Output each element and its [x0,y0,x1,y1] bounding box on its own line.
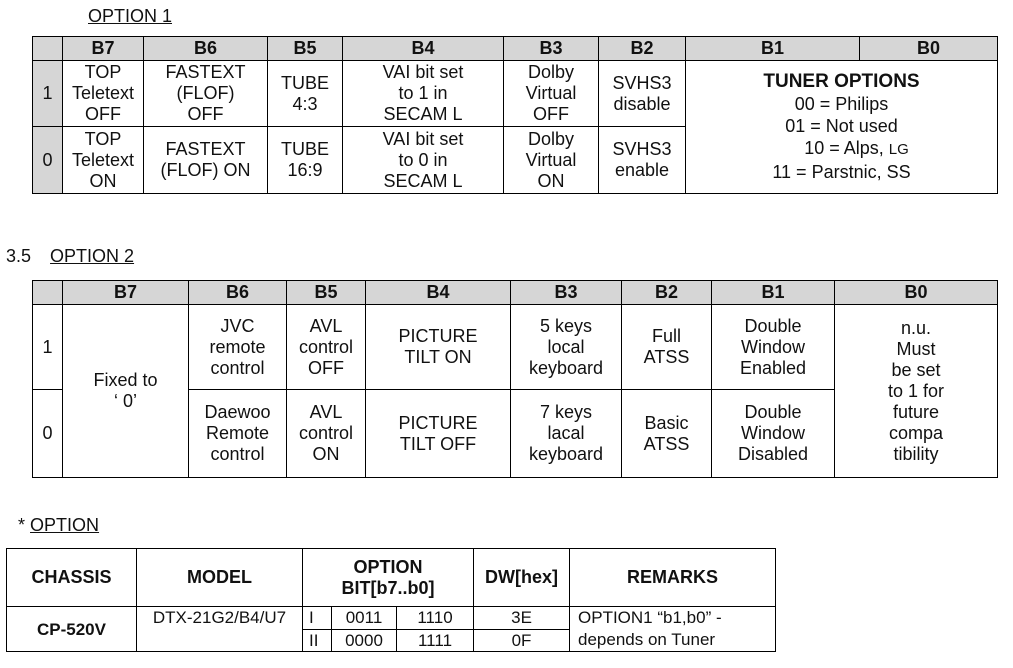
header-b7: B7 [63,281,189,305]
header-b2: B2 [622,281,712,305]
cell-b4: PICTURE TILT ON [366,305,511,390]
header-b4: B4 [366,281,511,305]
cell-b2: SVHS3 disable [599,61,686,127]
dw-value: 0F [474,629,570,652]
chassis-option-table [6,548,776,652]
header-b4: B4 [343,37,504,61]
cell-b0-merged: n.u. Must be set to 1 for future compa tibility [835,305,998,478]
header-chassis: CHASSIS [7,549,137,607]
cell-b5: AVL control OFF [287,305,366,390]
model-value: DTX-21G2/B4/U7 [137,607,303,652]
option3-heading: * OPTION [18,515,100,535]
dw-value: 3E [474,607,570,630]
tuner-options-cell: TUNER OPTIONS 00 = Philips 01 = Not used 10 = Alps, LG 11 = Parstnic, SS [686,61,998,194]
chassis-header-row [7,549,776,607]
option-index: II [303,629,332,652]
cell-b1: Double Window Enabled [712,305,835,390]
section-number: 3.5 [6,246,32,266]
cell-b7: TOP Teletext ON [63,127,144,194]
cell-b2: SVHS3 enable [599,127,686,194]
header-b2: B2 [599,37,686,61]
corner-cell [33,37,63,61]
header-b7: B7 [63,37,144,61]
row-label: 1 [33,61,63,127]
cell-b6: FASTEXT (FLOF) ON [144,127,268,194]
bits-high: 0011 [332,607,397,630]
cell-b5: TUBE 4:3 [268,61,343,127]
option2-row-1 [33,305,998,390]
header-b0: B0 [860,37,998,61]
header-b1: B1 [712,281,835,305]
cell-b3: 7 keys lacal keyboard [511,390,622,478]
option2-heading: 3.5 OPTION 2 [6,246,135,266]
header-b3: B3 [504,37,599,61]
cell-b1: Double Window Disabled [712,390,835,478]
cell-b5: AVL control ON [287,390,366,478]
bits-high: 0000 [332,629,397,652]
cell-b4: VAI bit set to 0 in SECAM L [343,127,504,194]
cell-b4: PICTURE TILT OFF [366,390,511,478]
remarks-value: OPTION1 “b1,b0” - depends on Tuner [570,607,776,652]
tuner-options-title: TUNER OPTIONS [763,71,920,92]
option1-row-1 [33,61,998,127]
cell-b7-fixed: Fixed to ‘ 0’ [63,305,189,478]
option1-header-row [33,37,998,61]
bits-low: 1111 [397,629,474,652]
header-option-bit: OPTION BIT[b7..b0] [303,549,474,607]
option2-header-row [33,281,998,305]
option2-table [32,280,998,478]
header-b1: B1 [686,37,860,61]
asterisk: * [18,515,26,535]
cell-b6: Daewoo Remote control [189,390,287,478]
cell-b6: FASTEXT (FLOF) OFF [144,61,268,127]
cell-b4: VAI bit set to 1 in SECAM L [343,61,504,127]
cell-b3: Dolby Virtual OFF [504,61,599,127]
header-b5: B5 [268,37,343,61]
header-b0: B0 [835,281,998,305]
cell-b6: JVC remote control [189,305,287,390]
cell-b3: Dolby Virtual ON [504,127,599,194]
cell-b2: Full ATSS [622,305,712,390]
cell-b5: TUBE 16:9 [268,127,343,194]
chassis-row-I [7,607,776,630]
cell-b7: TOP Teletext OFF [63,61,144,127]
cell-b3: 5 keys local keyboard [511,305,622,390]
bits-low: 1110 [397,607,474,630]
header-dw: DW[hex] [474,549,570,607]
cell-b2: Basic ATSS [622,390,712,478]
row-label: 0 [33,390,63,478]
corner-cell [33,281,63,305]
option1-heading: OPTION 1 [88,6,173,26]
header-b6: B6 [144,37,268,61]
row-label: 0 [33,127,63,194]
chassis-value: CP-520V [7,607,137,652]
header-b3: B3 [511,281,622,305]
option1-table [32,36,998,194]
row-label: 1 [33,305,63,390]
header-model: MODEL [137,549,303,607]
header-remarks: REMARKS [570,549,776,607]
header-b6: B6 [189,281,287,305]
option-index: I [303,607,332,630]
header-b5: B5 [287,281,366,305]
